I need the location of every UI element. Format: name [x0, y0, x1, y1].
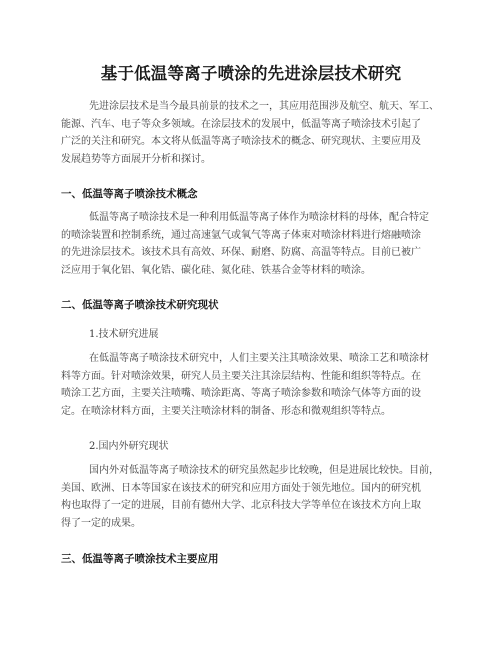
section-2-paragraph-2 — [61, 462, 445, 532]
section-1-line: 的先进涂层技术。该技术具有高效、环保、耐磨、防腐、高温等特点。目前已被广 — [61, 247, 421, 258]
section-2-heading: 二、低温等离子喷涂技术研究现状 — [61, 299, 219, 311]
section-2-line: 构也取得了一定的进展，目前有德州大学、北京科技大学等单位在该技术方向上取 — [61, 500, 421, 511]
section-2-line: 在低温等离子喷涂技术研究中，人们主要关注其喷涂效果、喷涂工艺和喷涂材 — [89, 353, 429, 364]
section-2-line: 料等方面。针对喷涂效果，研究人员主要关注其涂层结构、性能和组织等特点。在 — [61, 370, 421, 382]
section-1-line: 泛应用于氧化铝、氧化锆、碳化硅、氮化硅、铁基合金等材料的喷涂。 — [61, 264, 371, 276]
section-2-subheading-1: 1.技术研究进展 — [89, 329, 159, 340]
section-2-line: 国内外对低温等离子喷涂技术的研究虽然起步比较晚，但是进展比较快。目前， — [89, 465, 439, 476]
section-2-line: 定。在喷涂材料方面，主要关注喷涂材料的制备、形态和微观组织等特点。 — [61, 405, 391, 417]
document-title: 基于低温等离子喷涂的先进涂层技术研究 — [100, 64, 402, 83]
section-2-paragraph-1 — [61, 350, 445, 420]
intro-line: 广泛的关注和研究。本文将从低温等离子喷涂技术的概念、研究现状、主要应用及 — [61, 136, 421, 147]
intro-paragraph — [61, 98, 445, 168]
section-1-line: 的喷涂装置和控制系统，通过高速氩气或氧气等离子体束对喷涂材料进行熔融喷涂 — [61, 229, 421, 241]
section-2-line: 得了一定的成果。 — [61, 517, 141, 529]
section-1-heading: 一、低温等离子喷涂技术概念 — [61, 188, 198, 200]
section-2-subheading-2: 2.国内外研究现状 — [89, 441, 169, 452]
section-1-line: 低温等离子喷涂技术是一种利用低温等离子体作为喷涂材料的母体，配合特定 — [89, 212, 429, 223]
intro-line: 发展趋势等方面展开分析和探讨。 — [61, 153, 211, 165]
intro-line: 能源、汽车、电子等众多领域。在涂层技术的发展中，低温等离子喷涂技术引起了 — [61, 118, 421, 130]
section-2-line: 喷涂工艺方面，主要关注喷嘴、喷涂距离、等离子喷涂参数和喷涂气体等方面的设 — [61, 388, 421, 399]
intro-line: 先进涂层技术是当今最具前景的技术之一，其应用范围涉及航空、航天、军工、 — [89, 101, 439, 112]
section-2-line: 美国、欧洲、日本等国家在该技术的研究和应用方面处于领先地位。国内的研究机 — [61, 482, 421, 494]
section-3-heading: 三、低温等离子喷涂技术主要应用 — [61, 553, 219, 565]
section-1-paragraph — [61, 209, 445, 279]
